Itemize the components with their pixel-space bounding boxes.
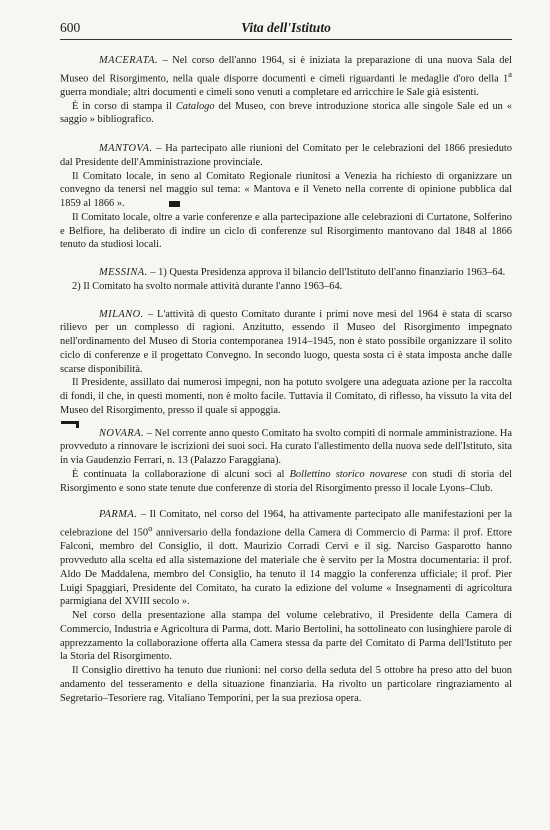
paragraph [60, 100, 512, 128]
paragraph [60, 468, 512, 496]
paragraph-text: È in corso di stampa il [72, 100, 176, 112]
paragraph-text: del Museo, con breve introduzione storica alle singole Sale ed un « saggio » bibliografico. [60, 100, 513, 126]
insertion-mark [60, 419, 512, 427]
superscript: o [148, 523, 153, 534]
paragraph [60, 266, 512, 280]
paragraph [60, 280, 512, 294]
section-novara [60, 427, 512, 496]
paragraph-text: con studi di storia del Risorgimento e sono state tenute due conferenze di storia del Risorgimento presso il locale Lyons–Club. [60, 468, 512, 494]
paragraph-text: 2) Il Comitato ha svolto normale attività durante l'anno 1963–64. [72, 280, 343, 292]
section-milano [60, 308, 512, 418]
paragraph [60, 664, 512, 705]
paragraph-text: anniversario della fondazione della Camera di Commercio di Parma: il prof. Ettore Falconi, membro del Consiglio, il dott. Maurizio Corradi Cervi e il sig. Narciso Gasparotto hanno provveduto alla scelta ed alla sistemazione del materiale che è servito per la Mostra documentaria: il prof. Aldo De Maddalena, membro del Consiglio, ha tenuto il 14 maggio la conferenza ufficiale; il prof. Pier Luigi Spaggiari, Presidente del Comitato, ha curato la edizione del volume « Insegnamenti di agricoltura parmigiana del XVIII secolo ». [60, 527, 513, 608]
section-title: MANTOVA. [99, 143, 153, 155]
paragraph-text: È continuata la collaborazione di alcuni soci al [72, 468, 290, 480]
superscript: a [508, 68, 512, 79]
paragraph [60, 376, 512, 417]
paragraph-text: – Nel corrente anno questo Comitato ha svolto compiti di normale amministrazione. Ha provveduto a rinnovare le iscrizioni dei suoi soci. Ha curato l'allestimento della nuova sede dell'Istituto, sita in via Gaudenzio Ferrari, n. 13 (Palazzo Faraggiana). [60, 427, 512, 467]
section-parma [60, 508, 512, 705]
paragraph [60, 211, 512, 252]
paragraph [60, 308, 512, 377]
italic-title: Bollettino storico novarese [289, 468, 407, 480]
page-number: 600 [60, 20, 81, 35]
paragraph-text: Il Comitato locale, in seno al Comitato Regionale riunitosi a Venezia ha richiesto di organizzare un convegno da tenersi nel maggio sul tema: « Mantova e il Veneto nella corrente di opinione pubblica dal 1859 al 1866 ». [60, 170, 512, 210]
section-title: MILANO. [99, 308, 144, 320]
paragraph-text: Il Consiglio direttivo ha tenuto due riunioni: nel corso della seduta del 5 ottobre ha preso atto del buon andamento del tesseramento e della situazione finanziaria. Ha rivolto un particolare ringraziamento al Segretario–Tesoriere rag. Vitaliano Temporini, per la sua preziosa opera. [60, 665, 512, 704]
running-title: Vita dell'Istituto [241, 20, 331, 35]
paragraph-text: Il Comitato locale, oltre a varie conferenze e alla partecipazione alle celebrazioni di Curtatone, Solferino e Belfiore, ha deliberato di indire un ciclo di conferenze sul Risorgimento mantovano dal 1848 al 1866 tenuto da studiosi locali. [60, 211, 512, 251]
paragraph-text: – Il Comitato, nel corso del 1964, ha attivamente partecipato alle manifestazioni per la celebrazione del 150 [60, 509, 512, 539]
paragraph-text: guerra mondiale; altri documenti e cimeli sono venuti a completare ed arricchire le Sale già esistenti. [60, 86, 479, 98]
paragraph-text: Nel corso della presentazione alla stampa del volume celebrativo, il Presidente della Camera di Commercio, Industria e Agricoltura di Parma, dott. Mario Bertolini, ha sottolineato con lusinghiere parole di apprezzamento la collaborazione offerta alla Camera stessa da parte del Comitato di Parma dell'Istituto per la Storia del Risorgimento. [60, 610, 512, 663]
header-rule [60, 39, 512, 40]
paragraph [60, 142, 512, 170]
paragraph-text: – Nel corso dell'anno 1964, si è iniziata la preparazione di una nuova Sala del Museo del Risorgimento, nella quale disporre documenti e cimeli riguardanti le medaglie d'oro della 1 [60, 55, 512, 85]
paragraph [60, 54, 512, 100]
italic-title: Catalogo [175, 100, 215, 112]
paragraph-text: Il Presidente, assillato dai numerosi impegni, non ha potuto svolgere una adeguata azione per la raccolta di fondi, il che, in questi momenti, non è molto facile. Tuttavia il Comitato, di riflesso, ha vissuto la vita del Museo del Risorgimento, presso il quale si appoggia. [60, 377, 512, 416]
section-title: PARMA. [99, 509, 138, 521]
paragraph [60, 427, 512, 468]
paragraph-text: – L'attività di questo Comitato durante i primi nove mesi del 1964 è stata di scarso rilievo per un complesso di ragioni. Anzitutto, essendo il Museo del Risorgimento impegnato nell'ordinamento del Museo di Storia contemporanea 1914–1945, non è stato possibile organizzare il solito ciclo di conferenze e il progettato Convegno. In secondo luogo, questa sosta ci è stata imposta anche dalle scarse disponibilità. [60, 308, 512, 375]
section-title: NOVARA. [99, 427, 145, 439]
page-header [60, 20, 512, 36]
paragraph-text: – 1) Questa Presidenza approva il bilancio dell'Istituto dell'anno finanziario 1963–64. [147, 267, 506, 279]
paragraph-text: – Ha partecipato alle riunioni del Comitato per le celebrazioni del 1866 presieduto dal Presidente dell'Amministrazione provinciale. [60, 143, 512, 168]
section-macerata [60, 54, 512, 127]
page-body [60, 54, 512, 705]
ink-blot [169, 201, 180, 207]
section-mantova [60, 142, 512, 252]
paragraph [60, 609, 512, 664]
paragraph [60, 170, 512, 211]
section-title: MESSINA. [99, 267, 148, 279]
section-messina [60, 266, 512, 294]
section-title: MACERATA. [99, 55, 159, 66]
paragraph [60, 508, 512, 609]
